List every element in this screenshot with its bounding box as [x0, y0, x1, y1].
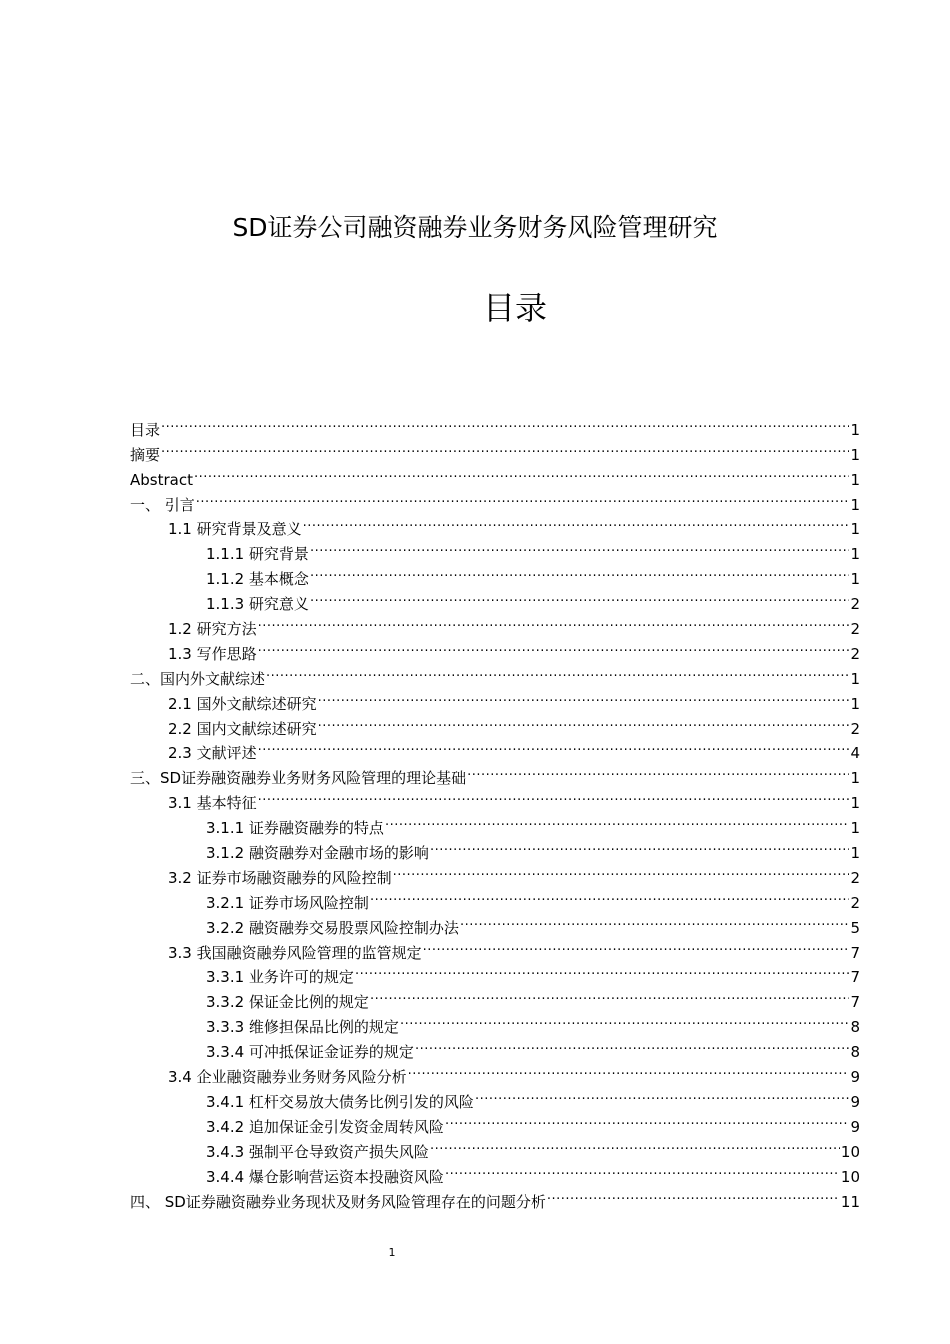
toc-leader-dots: [475, 1082, 850, 1107]
toc-leader-dots: [423, 933, 850, 958]
toc-leader-dots: [430, 833, 850, 858]
toc-entry-page: 2: [850, 595, 860, 614]
toc-leader-dots: [400, 1007, 850, 1032]
toc-entry-page: 1: [850, 420, 860, 439]
toc-entry-label: 3.3.1 业务许可的规定: [206, 968, 354, 987]
toc-entry-page: 9: [850, 1068, 860, 1087]
toc-entry-label: 3.3.2 保证金比例的规定: [206, 993, 369, 1012]
toc-entry-page: 9: [850, 1117, 860, 1136]
toc-entry-page: 2: [850, 644, 860, 663]
toc-entry-label: 3.1.2 融资融券对金融市场的影响: [206, 844, 429, 863]
toc-entry[interactable]: [130, 460, 860, 489]
toc-entry-label: 1.1.2 基本概念: [206, 570, 309, 589]
toc-entry-label: 3.3 我国融资融券风险管理的监管规定: [168, 943, 422, 962]
toc-entry-label: 3.3.4 可冲抵保证金证券的规定: [206, 1043, 414, 1062]
toc-entry-page: 1: [850, 545, 860, 564]
toc-entry-page: 7: [850, 968, 860, 987]
toc-leader-dots: [460, 908, 850, 933]
toc-entry-label: 四、 SD证券融资融券业务现状及财务风险管理存在的问题分析: [130, 1192, 546, 1211]
toc-entry-label: 2.1 国外文献综述研究: [168, 694, 317, 713]
toc-entry-label: 摘要: [130, 445, 161, 464]
toc-entry-label: 3.2 证券市场融资融券的风险控制: [168, 868, 392, 887]
toc-entry-page: 8: [850, 1018, 860, 1037]
toc-entry-page: 8: [850, 1043, 860, 1062]
toc-leader-dots: [161, 435, 849, 460]
toc-entry-page: 1: [850, 445, 860, 464]
toc-entry[interactable]: [130, 485, 860, 514]
toc-leader-dots: [196, 485, 850, 510]
toc-leader-dots: [194, 460, 849, 485]
toc-entry-label: 1.3 写作思路: [168, 644, 257, 663]
toc-entry[interactable]: [130, 435, 860, 464]
toc-entry-label: 三、SD证券融资融券业务财务风险管理的理论基础: [130, 769, 467, 788]
toc-leader-dots: [310, 534, 850, 559]
toc-entry-label: 3.4.3 强制平仓导致资产损失风险: [206, 1142, 429, 1161]
toc-entry-label: 二、国内外文献综述: [130, 669, 266, 688]
toc-entry-label: 一、 引言: [130, 495, 195, 514]
toc-entry-label: 2.3 文献评述: [168, 744, 257, 763]
toc-leader-dots: [415, 1032, 850, 1057]
toc-leader-dots: [370, 982, 850, 1007]
toc-leader-dots: [445, 1157, 840, 1182]
toc-entry[interactable]: [130, 510, 860, 539]
toc-entry-label: 2.2 国内文献综述研究: [168, 719, 317, 738]
toc-leader-dots: [370, 883, 850, 908]
toc-leader-dots: [547, 1182, 840, 1207]
toc-leader-dots: [467, 758, 849, 783]
toc-entry-label: Abstract: [130, 470, 193, 489]
toc-leader-dots: [445, 1107, 850, 1132]
toc-entry-page: 2: [850, 719, 860, 738]
toc-entry-page: 2: [850, 620, 860, 639]
toc-entry-label: 3.1.1 证券融资融券的特点: [206, 819, 384, 838]
toc-entry-label: 3.2.1 证券市场风险控制: [206, 893, 369, 912]
table-of-contents: [130, 410, 860, 1211]
toc-heading: 目录: [482, 289, 547, 327]
toc-entry-page: 10: [840, 1142, 860, 1161]
toc-leader-dots: [161, 410, 849, 435]
toc-entry-page: 1: [850, 520, 860, 539]
toc-entry-label: 1.2 研究方法: [168, 620, 257, 639]
toc-leader-dots: [408, 1057, 850, 1082]
toc-entry-label: 3.4.4 爆仓影响营运资本投融资风险: [206, 1167, 444, 1186]
toc-leader-dots: [310, 584, 850, 609]
toc-entry-label: 3.4.2 追加保证金引发资金周转风险: [206, 1117, 444, 1136]
toc-entry-page: 4: [850, 744, 860, 763]
toc-leader-dots: [266, 659, 849, 684]
toc-leader-dots: [393, 858, 850, 883]
toc-leader-dots: [258, 634, 850, 659]
toc-entry-page: 1: [850, 694, 860, 713]
toc-entry-page: 5: [850, 918, 860, 937]
toc-leader-dots: [258, 734, 850, 759]
toc-leader-dots: [258, 783, 850, 808]
toc-entry-page: 1: [850, 570, 860, 589]
toc-entry-page: 10: [840, 1167, 860, 1186]
toc-entry-label: 3.1 基本特征: [168, 794, 257, 813]
toc-leader-dots: [310, 559, 850, 584]
toc-entry-page: 7: [850, 943, 860, 962]
toc-entry-label: 3.3.3 维修担保品比例的规定: [206, 1018, 399, 1037]
toc-entry-page: 11: [840, 1192, 860, 1211]
toc-entry-page: 1: [850, 794, 860, 813]
toc-leader-dots: [258, 609, 850, 634]
toc-entry-label: 目录: [130, 420, 161, 439]
toc-entry-page: 1: [850, 495, 860, 514]
toc-entry-page: 1: [850, 669, 860, 688]
toc-leader-dots: [303, 510, 850, 535]
toc-entry-label: 1.1.3 研究意义: [206, 595, 309, 614]
toc-entry-page: 1: [850, 844, 860, 863]
document-title: SD证券公司融资融券业务财务风险管理研究: [232, 213, 718, 242]
toc-leader-dots: [318, 709, 850, 734]
toc-entry-page: 1: [850, 819, 860, 838]
toc-entry-label: 3.4.1 杠杆交易放大债务比例引发的风险: [206, 1092, 474, 1111]
toc-leader-dots: [430, 1132, 840, 1157]
toc-entry-label: 3.4 企业融资融券业务财务风险分析: [168, 1068, 407, 1087]
toc-entry-label: 1.1 研究背景及意义: [168, 520, 302, 539]
toc-entry-page: 2: [850, 868, 860, 887]
toc-entry-page: 2: [850, 893, 860, 912]
toc-entry-label: 3.2.2 融资融券交易股票风险控制办法: [206, 918, 459, 937]
toc-entry[interactable]: [130, 410, 860, 439]
toc-entry-label: 1.1.1 研究背景: [206, 545, 309, 564]
toc-entry-page: 1: [850, 470, 860, 489]
toc-leader-dots: [318, 684, 850, 709]
toc-entry-page: 1: [850, 769, 860, 788]
toc-entry-page: 7: [850, 993, 860, 1012]
toc-leader-dots: [355, 958, 850, 983]
toc-entry-page: 9: [850, 1092, 860, 1111]
toc-leader-dots: [385, 808, 850, 833]
page-number: 1: [388, 1246, 396, 1259]
